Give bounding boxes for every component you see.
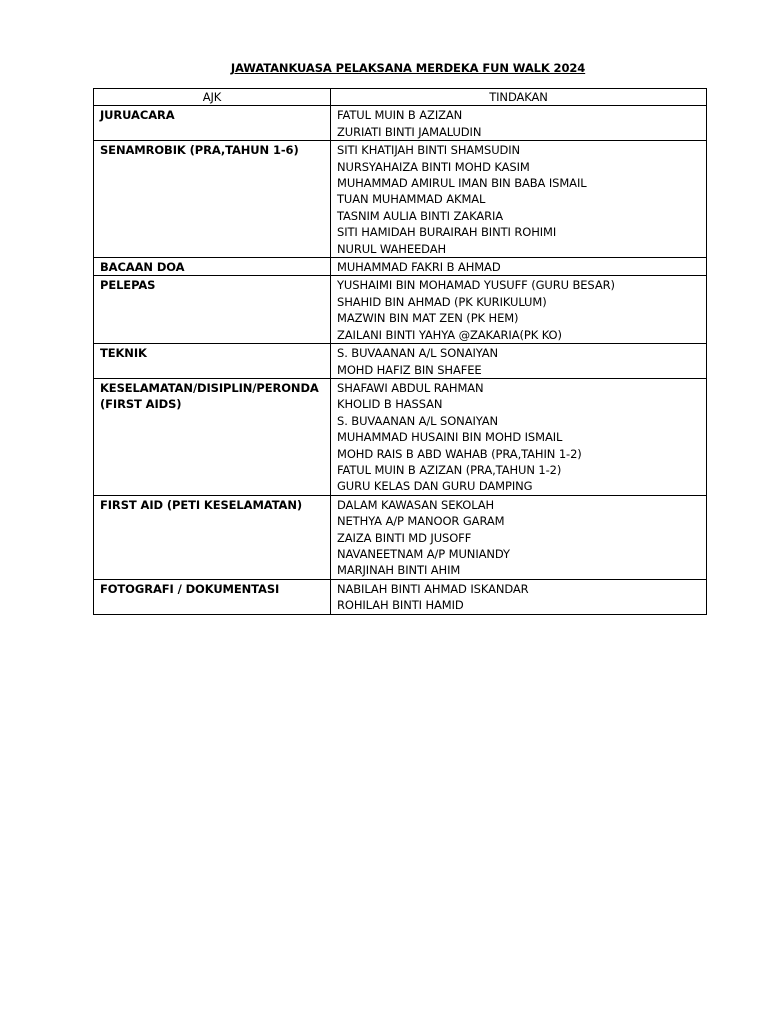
tindakan-name-line: MUHAMMAD AMIRUL IMAN BIN BABA ISMAIL xyxy=(337,176,587,191)
tindakan-name-line: ROHILAH BINTI HAMID xyxy=(337,598,464,613)
tindakan-name-line: NURUL WAHEEDAH xyxy=(337,241,447,256)
tindakan-name-line: KHOLID B HASSAN xyxy=(337,397,443,412)
ajk-role-line: TEKNIK xyxy=(100,346,147,361)
table-row xyxy=(94,344,707,379)
tindakan-cell xyxy=(331,276,707,344)
tindakan-cell xyxy=(331,579,707,614)
table-row xyxy=(94,495,707,579)
committee-table xyxy=(93,88,707,615)
tindakan-name-line: FATUL MUIN B AZIZAN xyxy=(337,108,463,123)
table-row xyxy=(94,258,707,276)
tindakan-cell xyxy=(331,344,707,379)
tindakan-name-line: SHAFAWI ABDUL RAHMAN xyxy=(337,380,484,395)
tindakan-cell xyxy=(331,495,707,579)
tindakan-name-line: SITI KHATIJAH BINTI SHAMSUDIN xyxy=(337,143,521,158)
tindakan-name-line: MOHD HAFIZ BIN SHAFEE xyxy=(337,362,482,377)
tindakan-cell xyxy=(331,258,707,276)
table-body xyxy=(94,106,707,614)
tindakan-name-line: TUAN MUHAMMAD AKMAL xyxy=(337,192,486,207)
tindakan-cell xyxy=(331,141,707,258)
tindakan-name-line: TASNIM AULIA BINTI ZAKARIA xyxy=(337,208,504,223)
ajk-role-line: (FIRST AIDS) xyxy=(100,397,182,412)
tindakan-name-line: DALAM KAWASAN SEKOLAH xyxy=(337,497,495,512)
document-title: JAWATANKUASA PELAKSANA MERDEKA FUN WALK 2024 xyxy=(230,61,586,75)
ajk-cell xyxy=(94,378,331,495)
ajk-cell xyxy=(94,495,331,579)
ajk-cell xyxy=(94,106,331,141)
tindakan-name-line: ZAILANI BINTI YAHYA @ZAKARIA(PK KO) xyxy=(337,327,562,342)
tindakan-name-line: MARJINAH BINTI AHIM xyxy=(337,563,461,578)
tindakan-name-line: SHAHID BIN AHMAD (PK KURIKULUM) xyxy=(337,294,547,309)
header-ajk: AJK xyxy=(94,89,331,106)
tindakan-cell xyxy=(331,106,707,141)
tindakan-name-line: S. BUVAANAN A/L SONAIYAN xyxy=(337,413,499,428)
tindakan-name-line: GURU KELAS DAN GURU DAMPING xyxy=(337,479,533,494)
ajk-cell xyxy=(94,141,331,258)
ajk-cell xyxy=(94,276,331,344)
tindakan-name-line: NABILAH BINTI AHMAD ISKANDAR xyxy=(337,581,529,596)
tindakan-name-line: NAVANEETNAM A/P MUNIANDY xyxy=(337,546,510,561)
tindakan-name-line: YUSHAIMI BIN MOHAMAD YUSUFF (GURU BESAR) xyxy=(337,278,615,293)
ajk-cell xyxy=(94,579,331,614)
tindakan-name-line: ZAIZA BINTI MD JUSOFF xyxy=(337,530,472,545)
table-header-row xyxy=(94,89,707,106)
ajk-role-line: FOTOGRAFI / DOKUMENTASI xyxy=(100,581,280,596)
tindakan-name-line: ZURIATI BINTI JAMALUDIN xyxy=(337,124,482,139)
table-row xyxy=(94,579,707,614)
tindakan-name-line: S. BUVAANAN A/L SONAIYAN xyxy=(337,346,499,361)
header-tindakan: TINDAKAN xyxy=(331,89,707,106)
table-row xyxy=(94,141,707,258)
ajk-cell xyxy=(94,258,331,276)
ajk-role-line: SENAMROBIK (PRA,TAHUN 1-6) xyxy=(100,143,299,158)
ajk-role-line: KESELAMATAN/DISIPLIN/PERONDA xyxy=(100,380,319,395)
ajk-role-line: PELEPAS xyxy=(100,278,156,293)
tindakan-name-line: MUHAMMAD FAKRI B AHMAD xyxy=(337,260,501,275)
table-row xyxy=(94,106,707,141)
ajk-role-line: BACAAN DOA xyxy=(100,260,185,275)
ajk-role-line: FIRST AID (PETI KESELAMATAN) xyxy=(100,497,303,512)
ajk-cell xyxy=(94,344,331,379)
table-row xyxy=(94,378,707,495)
tindakan-name-line: MUHAMMAD HUSAINI BIN MOHD ISMAIL xyxy=(337,430,563,445)
ajk-role-line: JURUACARA xyxy=(100,108,175,123)
tindakan-name-line: MAZWIN BIN MAT ZEN (PK HEM) xyxy=(337,311,519,326)
tindakan-name-line: FATUL MUIN B AZIZAN (PRA,TAHUN 1-2) xyxy=(337,462,562,477)
tindakan-name-line: MOHD RAIS B ABD WAHAB (PRA,TAHIN 1-2) xyxy=(337,446,582,461)
tindakan-name-line: NURSYAHAIZA BINTI MOHD KASIM xyxy=(337,159,530,174)
tindakan-name-line: NETHYA A/P MANOOR GARAM xyxy=(337,514,505,529)
tindakan-cell xyxy=(331,378,707,495)
table-row xyxy=(94,276,707,344)
tindakan-name-line: SITI HAMIDAH BURAIRAH BINTI ROHIMI xyxy=(337,225,557,240)
